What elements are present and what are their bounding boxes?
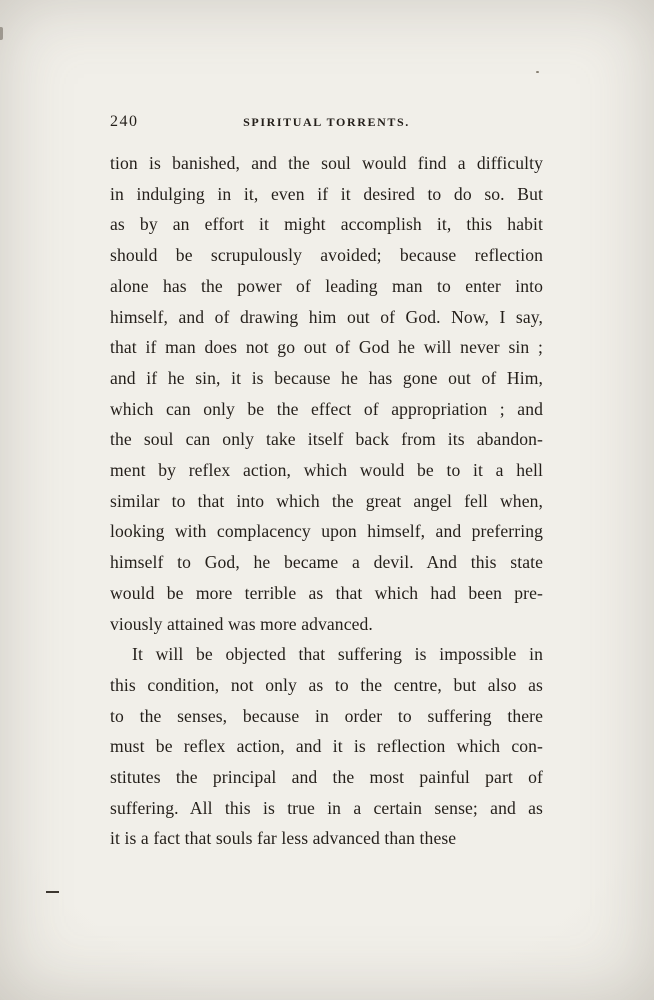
text-line: stitutes the principal and the most painful part of <box>110 767 543 788</box>
text-line: should be scrupulously avoided; because reflection <box>110 245 543 266</box>
text-line: the soul can only take itself back from its abandon- <box>110 429 543 450</box>
text-line: to the senses, because in order to suffering there <box>110 705 543 726</box>
scan-speck-mark <box>536 71 539 73</box>
text-line: himself, and of drawing him out of God. Now, I say, <box>110 306 543 327</box>
text-line: as by an effort it might accomplish it, this habit <box>110 214 543 235</box>
text-line: must be reflex action, and it is reflection which con- <box>110 736 543 757</box>
text-line: this condition, not only as to the centre, but also as <box>110 674 543 695</box>
text-line: similar to that into which the great angel fell when, <box>110 490 543 511</box>
paragraph-2 <box>110 639 543 854</box>
running-title: SPIRITUAL TORRENTS. <box>243 115 410 129</box>
text-line: viously attained was more advanced. <box>110 613 373 634</box>
text-line: looking with complacency upon himself, and preferring <box>110 521 543 542</box>
text-line: that if man does not go out of God he will never sin ; <box>110 337 543 358</box>
text-line: it is a fact that souls far less advanced than these <box>110 828 457 849</box>
text-line: in indulging in it, even if it desired to do so. But <box>110 183 543 204</box>
margin-dash-mark <box>46 891 59 893</box>
text-line: alone has the power of leading man to enter into <box>110 275 543 296</box>
page-header <box>110 112 543 134</box>
text-line: tion is banished, and the soul would find a difficulty <box>110 153 543 173</box>
text-line: which can only be the effect of appropriation ; and <box>110 398 543 419</box>
text-line: would be more terrible as that which had been pre- <box>110 582 543 603</box>
text-line: ment by reflex action, which would be to it a hell <box>110 460 543 481</box>
page-number: 240 <box>110 113 139 130</box>
text-line: It will be objected that suffering is impossible in <box>132 644 543 665</box>
edge-notch-mark <box>0 27 3 40</box>
paragraph-1 <box>110 148 543 639</box>
text-line: suffering. All this is true in a certain sense; and as <box>110 797 543 818</box>
text-line: and if he sin, it is because he has gone out of Him, <box>110 367 543 388</box>
text-line: himself to God, he became a devil. And this state <box>110 552 543 573</box>
body-text <box>110 148 543 854</box>
